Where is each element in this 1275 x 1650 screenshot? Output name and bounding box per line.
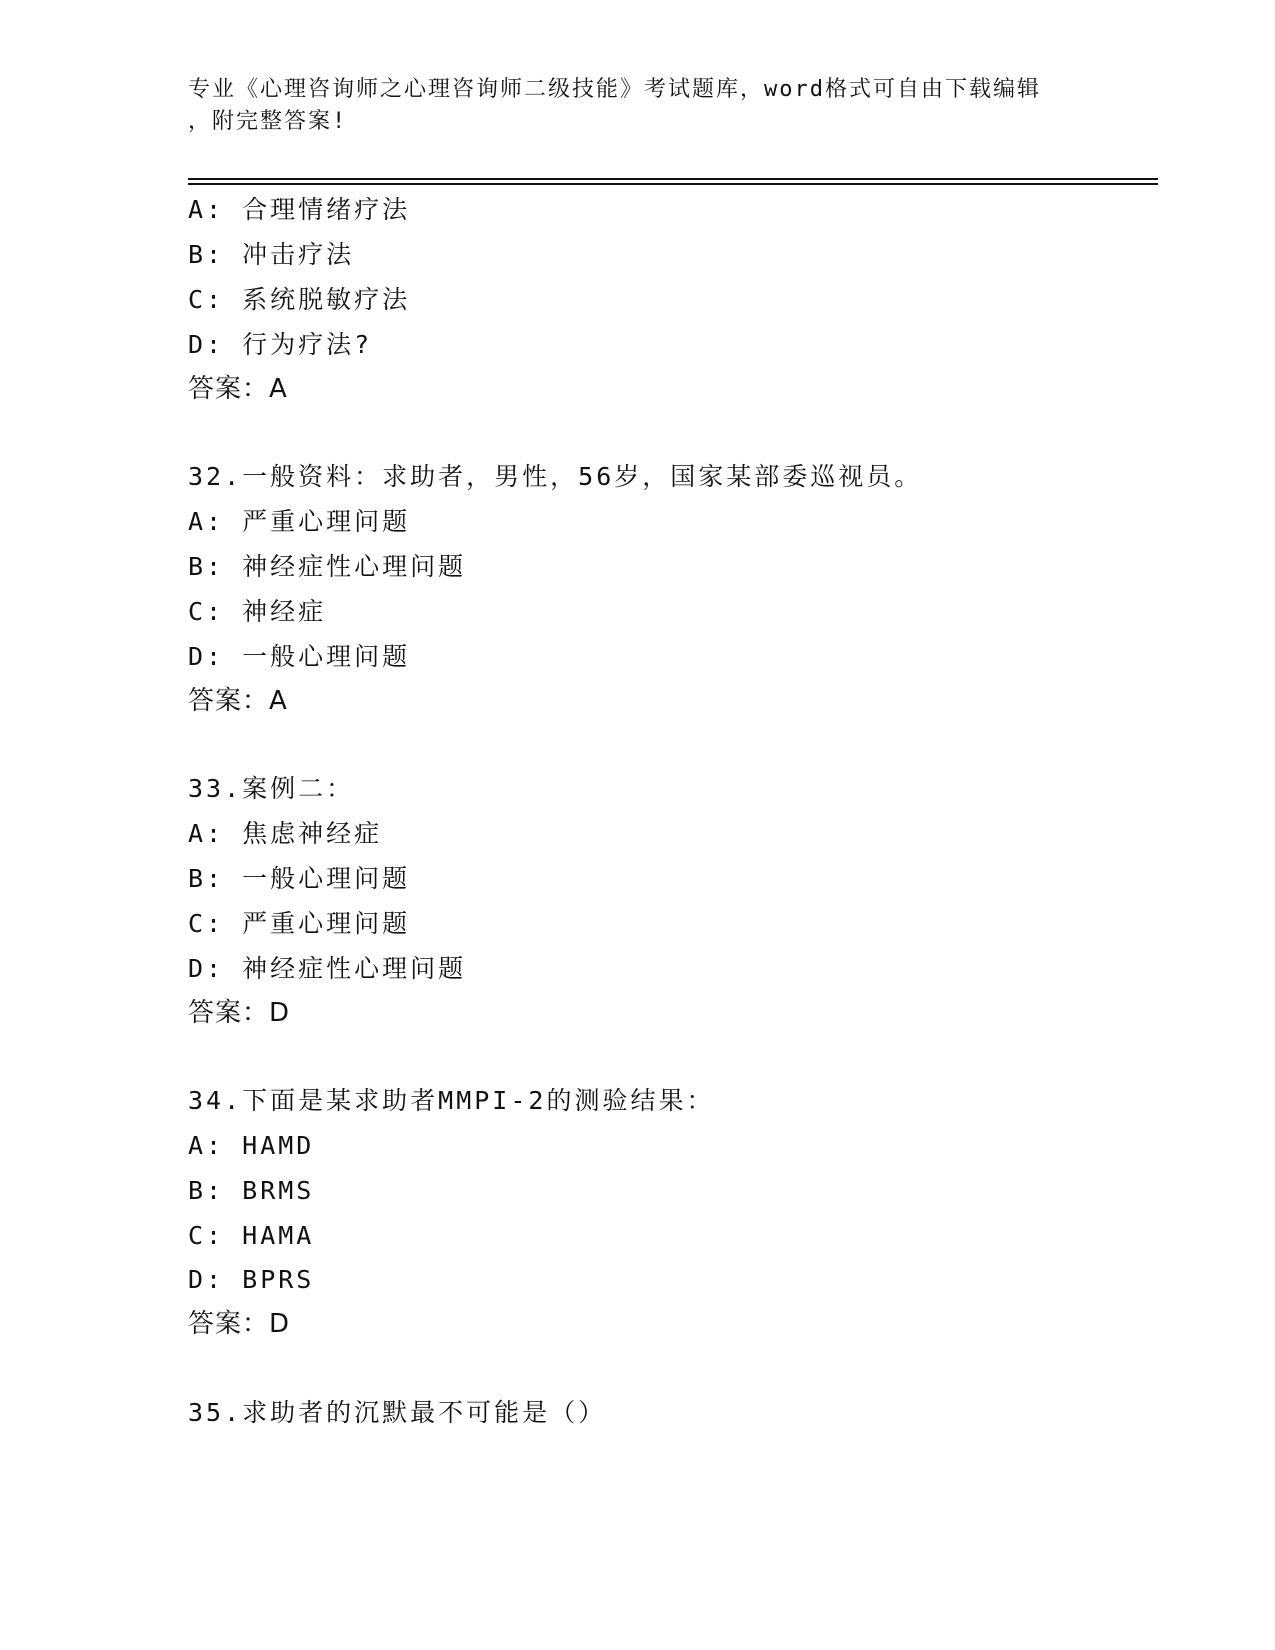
header-line-1: 专业《心理咨询师之心理咨询师二级技能》考试题库，word格式可自由下载编辑 [188,77,1041,102]
q33-answer: 答案：D [188,998,291,1028]
q34-answer: 答案：D [188,1309,291,1339]
q33-option-c: C: 严重心理问题 [188,909,411,938]
q32-answer: 答案：A [188,686,288,716]
header-line-2: ，附完整答案! [188,109,348,134]
q34-stem: 34.下面是某求助者MMPI-2的测验结果： [188,1086,715,1115]
q32-option-d: D: 一般心理问题 [188,642,411,671]
q32-stem: 32.一般资料：求助者，男性，56岁，国家某部委巡视员。 [188,462,923,491]
q33-option-a: A: 焦虑神经症 [188,819,383,848]
q34-option-b: B: BRMS [188,1176,315,1205]
q31-option-b: B: 冲击疗法 [188,240,355,269]
header-divider-bottom [188,183,1158,185]
header-divider-top [188,178,1158,180]
q34-option-a: A: HAMD [188,1131,315,1160]
q32-option-b: B: 神经症性心理问题 [188,552,467,581]
q31-option-d: D: 行为疗法? [188,330,373,359]
q35-stem: 35.求助者的沉默最不可能是（） [188,1398,607,1427]
q33-option-d: D: 神经症性心理问题 [188,954,467,983]
q31-option-c: C: 系统脱敏疗法 [188,285,411,314]
q33-option-b: B: 一般心理问题 [188,864,411,893]
document-header [188,74,1068,138]
q31-answer: 答案：A [188,374,288,404]
q32-option-a: A: 严重心理问题 [188,507,411,536]
q34-option-d: D: BPRS [188,1265,315,1294]
q32-option-c: C: 神经症 [188,597,327,626]
q31-option-a: A: 合理情绪疗法 [188,195,411,224]
q34-option-c: C: HAMA [188,1221,315,1250]
q33-stem: 33.案例二： [188,774,355,803]
